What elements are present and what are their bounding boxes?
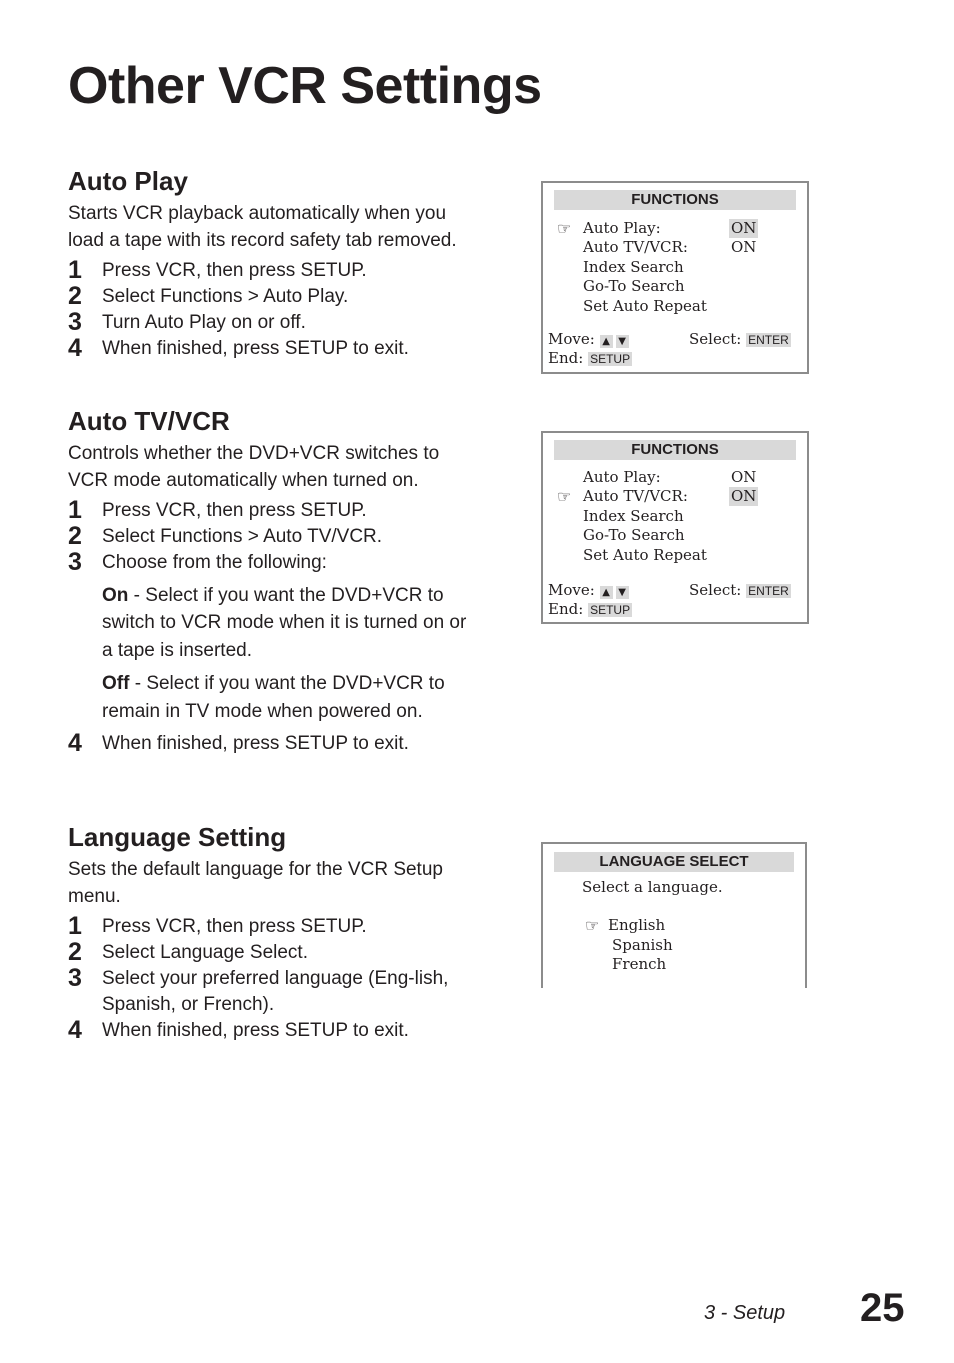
step-number: 2 — [68, 521, 82, 550]
language-option: French — [612, 955, 667, 973]
option-off — [68, 670, 468, 725]
menu-item: Go-To Search — [583, 526, 685, 544]
step — [68, 307, 468, 336]
menu-item: Set Auto Repeat — [583, 297, 707, 315]
page-number: 25 — [860, 1286, 905, 1330]
select-hint — [689, 330, 791, 350]
functions-menu-auto-tv-vcr — [541, 431, 809, 624]
language-section — [68, 823, 468, 1044]
up-arrow-icon: ▲ — [600, 335, 613, 348]
auto-tv-vcr-heading: Auto TV/VCR — [68, 406, 230, 436]
option-label: On — [102, 584, 129, 606]
menu-item: Auto Play: — [583, 468, 661, 486]
up-arrow-icon: ▲ — [600, 586, 613, 599]
step-number: 1 — [68, 495, 82, 524]
select-label: Select: — [689, 581, 742, 599]
step-text: When finished, press SETUP to exit. — [102, 1019, 409, 1041]
auto-play-intro: Starts VCR playback automatically when you load a tape with its record safety tab removed. — [68, 202, 457, 251]
step-text: Choose from the following: — [102, 551, 327, 573]
step — [68, 937, 468, 966]
menu-header: LANGUAGE SELECT — [554, 852, 794, 872]
step-number: 4 — [68, 729, 82, 758]
step-number: 4 — [68, 333, 82, 362]
step-number: 2 — [68, 937, 82, 966]
step-text: Select Functions > Auto Play. — [102, 285, 349, 307]
language-select-menu — [541, 842, 807, 988]
pointing-hand-icon: ☞ — [585, 916, 600, 935]
step-number: 3 — [68, 963, 82, 992]
menu-item: Go-To Search — [583, 277, 685, 295]
move-label: Move: — [548, 330, 595, 348]
pointing-hand-icon: ☞ — [557, 219, 572, 238]
menu-value: ON — [731, 487, 757, 505]
step-text: When finished, press SETUP to exit. — [102, 733, 409, 755]
step — [68, 255, 468, 284]
menu-item: Index Search — [583, 258, 684, 276]
step — [68, 281, 468, 310]
step — [68, 911, 468, 940]
page-title: Other VCR Settings — [68, 57, 542, 115]
auto-tv-vcr-section — [68, 407, 468, 757]
language-steps — [68, 911, 468, 1044]
language-intro: Sets the default language for the VCR Setup menu. — [68, 858, 443, 907]
step-text: Press VCR, then press SETUP. — [102, 499, 367, 521]
language-heading: Language Setting — [68, 822, 287, 852]
step-text: Select Functions > Auto TV/VCR. — [102, 525, 383, 547]
auto-play-steps — [68, 255, 468, 362]
step-text: Select your preferred language (Eng-lish, Spanish, or French). — [102, 967, 449, 1015]
step — [68, 333, 468, 362]
end-hint — [548, 600, 632, 620]
auto-tv-vcr-steps-end — [68, 731, 468, 757]
menu-item: Auto TV/VCR: — [583, 487, 688, 505]
step-number: 3 — [68, 307, 82, 336]
step-number: 1 — [68, 255, 82, 284]
menu-item: Auto Play: — [583, 219, 661, 237]
functions-menu-auto-play — [541, 181, 809, 374]
menu-value: ON — [731, 219, 757, 237]
end-label: End: — [548, 600, 584, 618]
pointing-hand-icon: ☞ — [557, 487, 572, 506]
auto-tv-vcr-intro: Controls whether the DVD+VCR switches to VCR mode automatically when turned on. — [68, 442, 440, 491]
step-text: Select Language Select. — [102, 941, 308, 963]
menu-item: Set Auto Repeat — [583, 546, 707, 564]
menu-header: FUNCTIONS — [554, 190, 796, 210]
step — [68, 495, 468, 524]
step — [68, 1015, 468, 1044]
auto-tv-vcr-steps — [68, 495, 468, 576]
step-number: 3 — [68, 547, 82, 576]
option-text: - Select if you want the DVD+VCR to remain in TV mode when powered on. — [102, 673, 445, 722]
step — [68, 547, 468, 576]
language-option: English — [608, 916, 666, 934]
step-number: 1 — [68, 911, 82, 940]
step-number: 4 — [68, 1015, 82, 1044]
select-hint — [689, 581, 791, 601]
language-prompt: Select a language. — [582, 878, 723, 896]
menu-header: FUNCTIONS — [554, 440, 796, 460]
down-arrow-icon: ▼ — [616, 586, 629, 599]
down-arrow-icon: ▼ — [616, 335, 629, 348]
move-hint — [548, 330, 632, 349]
menu-value: ON — [731, 238, 757, 256]
option-text: - Select if you want the DVD+VCR to switch to VCR mode when it is turned on or a tape is inserted. — [102, 584, 467, 661]
step — [68, 521, 468, 550]
step-text: When finished, press SETUP to exit. — [102, 337, 409, 359]
auto-play-section — [68, 167, 468, 362]
end-hint — [548, 349, 632, 369]
step-number: 2 — [68, 281, 82, 310]
select-label: Select: — [689, 330, 742, 348]
step-text: Press VCR, then press SETUP. — [102, 259, 367, 281]
option-label: Off — [102, 673, 130, 695]
step — [68, 731, 468, 757]
enter-key: ENTER — [748, 333, 789, 347]
footer-section-label: 3 - Setup — [704, 1302, 786, 1324]
menu-item: Auto TV/VCR: — [583, 238, 688, 256]
step-text: Turn Auto Play on or off. — [102, 311, 306, 333]
option-on — [68, 582, 468, 665]
step-text: Press VCR, then press SETUP. — [102, 915, 367, 937]
auto-play-heading: Auto Play — [68, 166, 188, 196]
move-hint — [548, 581, 632, 600]
enter-key: ENTER — [748, 584, 789, 598]
menu-item: Index Search — [583, 507, 684, 525]
end-label: End: — [548, 349, 584, 367]
move-label: Move: — [548, 581, 595, 599]
language-option: Spanish — [612, 936, 673, 954]
setup-key: SETUP — [590, 352, 631, 366]
step — [68, 963, 468, 1018]
menu-value: ON — [731, 468, 757, 486]
setup-key: SETUP — [590, 603, 631, 617]
